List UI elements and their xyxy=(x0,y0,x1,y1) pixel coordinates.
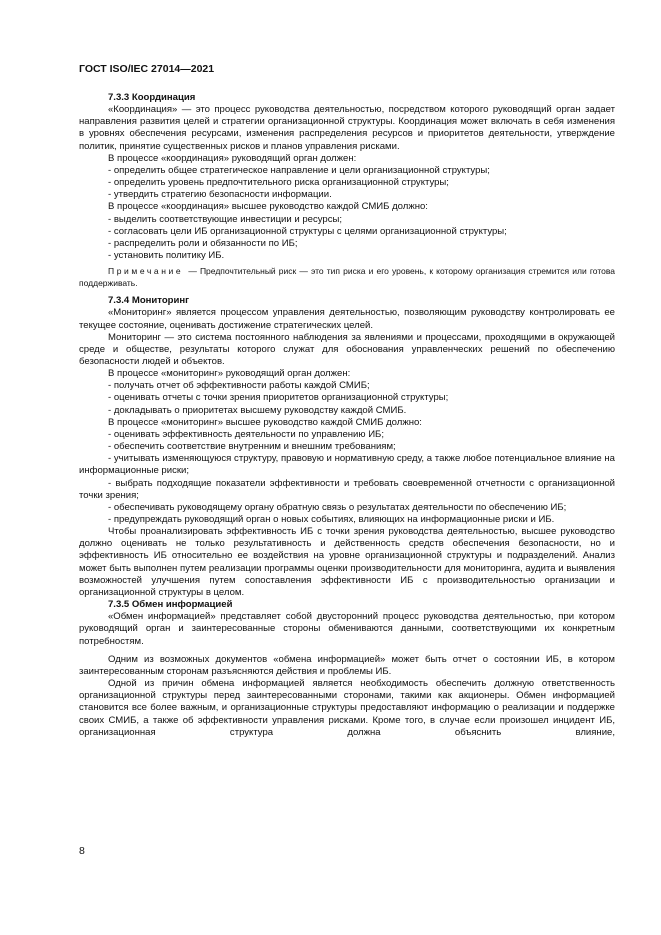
list-item: - оценивать эффективность деятельности по управлению ИБ; xyxy=(108,428,384,440)
note xyxy=(79,266,615,289)
list-item: - распределить роли и обязанности по ИБ; xyxy=(108,237,298,249)
list-item: - предупреждать руководящий орган о новых событиях, влияющих на информационные риски и ИБ. xyxy=(108,514,555,525)
paragraph: Одним из возможных документов «обмена информацией» может быть отчет о состоянии ИБ, в котором заинтересованным сторонам разъясняются действия и проблемы ИБ. xyxy=(79,653,615,677)
list-item: - согласовать цели ИБ организационной структуры с целями организационной структуры; xyxy=(108,225,507,237)
page-number: 8 xyxy=(79,845,85,857)
list-item: - определить общее стратегическое направление и цели организационной структуры; xyxy=(108,164,490,176)
paragraph: В процессе «мониторинг» руководящий орган должен: xyxy=(108,368,351,380)
note-label: Примечание xyxy=(108,266,184,277)
list-item: - учитывать изменяющуюся структуру, правовую и нормативную среду, а также любое потенциальное влияние на информационные риски; xyxy=(79,453,615,477)
list-item: - оценивать отчеты с точки зрения приоритетов организационной структуры; xyxy=(108,392,449,404)
paragraph: В процессе «мониторинг» высшее руководство каждой СМИБ должно: xyxy=(108,416,422,428)
paragraph: В процессе «координация» высшее руководство каждой СМИБ должно: xyxy=(108,201,428,213)
page-content xyxy=(79,92,615,739)
paragraph: «Мониторинг» является процессом управления деятельностью, позволяющим руководству контролировать ее текущее состояние, оценивать достижение стратегических целей. xyxy=(79,307,615,331)
paragraph: «Обмен информацией» представляет собой двусторонний процесс руководства деятельностью, при котором руководящий орган и заинтересованные стороны обмениваются данными, соответствующими их конкретным потребностям. xyxy=(79,611,615,647)
note-text: — Предпочтительный риск — это тип риска и его уровень, к которому организация стремится или готова поддерживать. xyxy=(79,266,615,288)
list-item: - получать отчет об эффективности работы каждой СМИБ; xyxy=(108,380,370,392)
section-heading: 7.3.5 Обмен информацией xyxy=(108,599,233,611)
paragraph: Одной из причин обмена информацией является необходимость обеспечить должную ответственность организационной структуры перед заинтересованными сторонами, такими как акционеры. Обмен информацией становится все более важным, и организационные структуры предоставляют информацию о реализации и поддержке своих СМИБ, а также об эффективности управления рисками. Кроме того, в случае если произошел инцидент ИБ, организационная структура должна объяснить влияние, xyxy=(79,678,615,738)
paragraph: В процессе «координация» руководящий орган должен: xyxy=(108,152,357,164)
paragraph: Мониторинг — это система постоянного наблюдения за явлениями и процессами, проходящими в окружающей среде и обществе, результаты которого служат для обоснования управленческих решений по обеспечению безопасности людей и объектов. xyxy=(79,331,615,367)
list-item: - выделить соответствующие инвестиции и ресурсы; xyxy=(108,213,342,225)
list-item: - установить политику ИБ. xyxy=(108,250,225,262)
paragraph: Чтобы проанализировать эффективность ИБ с точки зрения руководства деятельностью, высшее руководство должно оценивать не только результативность и действенность средств обеспечения безопасности, но и эффективность ИБ относительно ее воздействия на уровне организационной структуры и подразделений. Анализ может быть выполнен путем реализации программы оценки производительности для мониторинга, аудита и выявления возможностей улучшения путем сопоставления эффективности ИБ с производительностью организации и организационной структуры в целом. xyxy=(79,526,615,598)
list-item: - определить уровень предпочтительного риска организационной структуры; xyxy=(108,177,449,189)
section-heading: 7.3.3 Координация xyxy=(108,92,196,103)
section-heading: 7.3.4 Мониторинг xyxy=(108,295,190,307)
list-item: - утвердить стратегию безопасности информации. xyxy=(108,189,332,201)
paragraph: «Координация» — это процесс руководства деятельностью, посредством которого руководящий орган задает направления развития целей и стратегии организационной структуры. Координация может включать в себя изменения в уровнях обеспечения ресурсами, изменения распределения ресурсов и приоритетов деятельности, утверждение политик, принятие существенных рисков и планов управления рисками. xyxy=(79,104,615,152)
list-item: - обеспечить соответствие внутренним и внешним требованиям; xyxy=(108,441,396,453)
document-header: ГОСТ ISO/IEC 27014—2021 xyxy=(79,63,215,75)
list-item: - выбрать подходящие показатели эффективности и требовать своевременной отчетности с организационной точки зрения; xyxy=(79,477,615,501)
list-item: - докладывать о приоритетах высшему руководству каждой СМИБ. xyxy=(108,404,407,416)
list-item: - обеспечивать руководящему органу обратную связь о результатах деятельности по обеспечению ИБ; xyxy=(108,501,567,513)
